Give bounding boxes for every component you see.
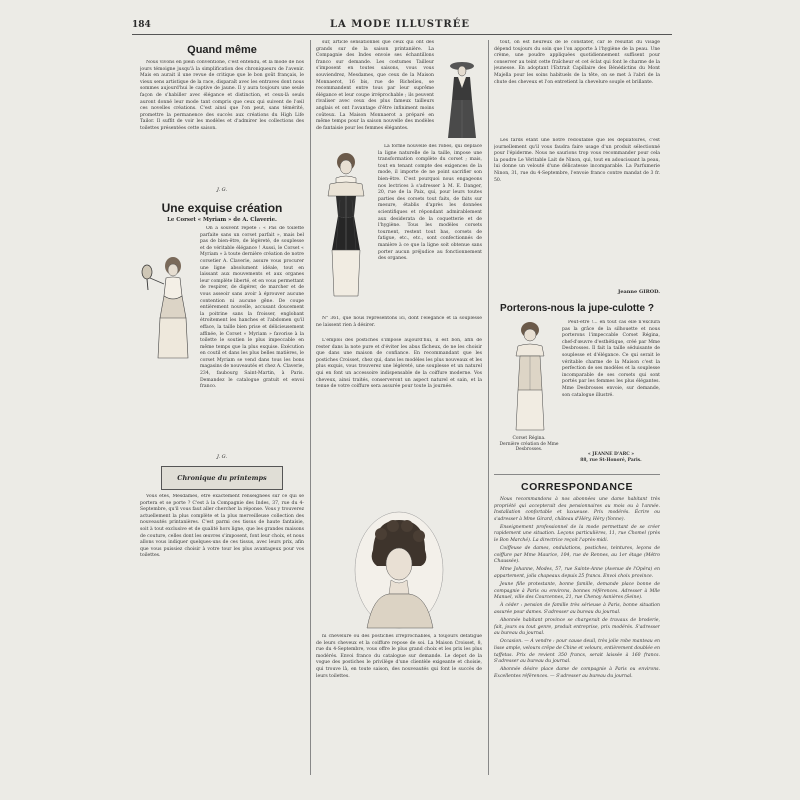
correspondance-list	[494, 497, 660, 680]
paragraph: ni chevelure ou des postiches irréprochables, à toujours défatigué de leurs cheveux et la coiffure repose de soi. La Maison Croisset, 8, rue du 4-Septembre, vous offre le plus grand choix et les prix les plus modérés. Envoi franco du catalogue sur demande. Le depot de la vogue des postiches le privilège d'une clientèle exigeante et choisie, qui trouve là, en toute saison, des nouveautés qui font le succès de leurs toilettes.	[316, 634, 482, 679]
paragraph: Peut-être !... en tout cas elle n'exclura pas la grâce de la silhouette et nous porterons l'impeccable Corset Régina, chef-d'œuvre d'esthétique, créé par Mme Desbrosses. Il fait la taille séduisante de souplesse et d'élégance. Ce qui serait le véritable charme de la Maison c'est la perfection de ses modèles et la souplesse incomparable de ses corsets qui sont portés par les femmes les plus élégantes. Mme Desbrosses envoie, sur demande, son catalogue illustré.	[562, 320, 660, 398]
corset-danger-section	[316, 144, 482, 314]
signature: J. G.	[216, 187, 228, 193]
article-body-chronique	[140, 494, 304, 744]
article-title-jupe-culotte: Porterons-nous la jupe-culotte ?	[500, 303, 654, 314]
column-rule-right	[488, 40, 489, 775]
column-3	[494, 40, 660, 775]
correspondance-item: Jeune fille protestante, bonne famille, demande place bonne de compagnie à Paris ou environs, bonnes références. Adresser à Mlle Manuel, ville des Courcennes, 21, rue Chenoy Asnières (Seine).	[494, 582, 660, 601]
signature: J. G.	[216, 454, 228, 460]
article-body-regina	[562, 320, 660, 470]
section-rule	[494, 474, 660, 475]
correspondance-item: Mme Johanne, Modes, 57, rue Sainte-Anne (Avenue de l'Opéra) en appartement, jolis chapeaux depuis 25 francs. Envoi choix province.	[494, 567, 660, 580]
paragraph: La forme nouvelle des robes, qui déplace la ligne naturelle de la taille, impose une transformation complète du corset ; mais, tout en tenant compte des exigences de la mode, il importe de ne point sacrifier son bien-être. C'est pourquoi nous engageons nos lectrices à s'adresser à M. E. Danger, 20, rue de la Paix, qui, pour leurs toutes parties des corsets tout faits, de faits sur mesure, établis d'après les données scientifiques et répondant admirablement aux desiderata de la coquetterie et de l'hygiène. Tous les modèles corsets tournent, restent tout bas, corsets de fatigue, etc., etc., sont confectionnés de manière à ce que la ligne soit obtenue sans porter aucun préjudice au fonctionnement des organes.	[378, 144, 482, 262]
paragraph: Vous êtes, Mesdames, être exactement renseignées sur ce qui se portera et se porte ? C'est à la Compagnie des Indes, 37, rue du 4-Septembre, qu'il vous faut aller chercher la réponse. Vous y trouverez actuellement la plus complète et la plus merveilleuse collection des nouveautés printanières. C'est parmi ces tissus de haute fantaisie, soit à tout exclusive et de qualité hors ligne, que les grandes maisons de couture, celles dont les œuvres s'imposent, font leur choix, et nous allons vous indiquer quelques-uns de ces tissus, avec leurs prix, afin que vous puissiez choisir à votre tour les plus avantageux pour vos toilettes.	[140, 494, 304, 559]
regina-section	[494, 320, 660, 470]
correspondance-item: Abonnée désire place dame de compagnie à Paris ou environs. Excellentes références. — S'adresser au bureau du journal.	[494, 667, 660, 679]
correspondance-item: Occasion. — A vendre : pour cause deuil, très jolie robe manteau en lisse ample, velours crêpe de Chine et velours, entièrement doublée en taffetas. Prix de revient 350 francs, serait laissée à 160 francs. S'adresser au bureau du journal.	[494, 639, 660, 665]
correspondance-item: Abonnée habitant province se chargerait de travaux de broderie, fait, jours ou tout genre, produit entreprise, prix modérés. S'adresser au bureau du journal.	[494, 618, 660, 637]
article-subtitle: Le Corset « Myriam » de A. Claverie.	[167, 217, 277, 223]
article-title-quand-meme: Quand même	[187, 44, 257, 56]
header-rule	[132, 34, 672, 35]
paragraph: tout, on est heureux de le constater, car le résultat du visage dépend toujours du soin que l'on apporte à l'hygiène de la peau. Une crème, une poudre appliquées quotidiennement suffisent pour conserver au teint cette fraîcheur et cet éclat qui font le charme de la jeunesse. En adoptant l'Extrait Capillaire des Bénédictins du Mont Majella pour les soins habituels de la tête, on se met à l'abri de la chute des cheveux et l'on entretient la chevelure souple et brillante.	[494, 40, 660, 85]
running-title: LA MODE ILLUSTRÉE	[330, 19, 470, 30]
correspondance-item: À céder : pension de famille très sérieuse à Paris, bonne situation assurée pour dames. S'adresser au bureau du journal.	[494, 603, 660, 615]
paragraph: Les fards étant une notre redoutable que les dépilatoires, c'est journellement qu'il vous faudra faire usage d'un produit sélectionné pour l'épiderme. Nous ne saurions trop vous recommander pour cela la poudre Le Véritable Lait de Ninon, qui, tout en adoucissant la peau, lui donne un velouté d'une délicatesse incomparable. La Parfumerie Ninon, 31, rue du 4-Septembre, l'envoie franco contre mandat de 3 fr. 50.	[494, 138, 660, 183]
article-body-beaute	[494, 40, 660, 136]
article-body-danger	[378, 144, 482, 314]
correspondance-item: Enseignement professionnel de la mode permettant de se créer rapidement une situation. Leçons particulières, 11, rue Chomel (près le Bon Marché). La directrice reçoit l'après-midi.	[494, 524, 660, 544]
article-body-postiches	[316, 338, 482, 506]
paragraph: On a souvent répété : « Pas de toilette parfaite sans un corset parfait », mais bel pas de bien-être, de légèreté, de souplesse et de véritable élégance ! Aussi, le Corset « Myriam » à toute dernière création de notre corsetier A. Claverie, assure vous procurer une ligne absolument idéale, tout en laissant aux mouvements et aux organes leur complète liberté, et en vous permettant de respirer, de digérer, de marcher et de vous asseoir sans avoir à éprouver aucune contention ni aucune gêne. De coupe entièrement nouvelle, accusant doucement la poitrine sans la froisser, englobant étroitement les hanches et l'abdomen qu'il efface, la taille bien prise et délicieusement affinée, le Corset « Myriam » favorise à la toilette le soutien le plus impeccable en même temps que la plus exquise. Exécution en coutil et dans les plus belles matières, le corset Myriam se vend dans tous les bons magasins de nouveautés et chez A. Claverie, 234, faubourg Saint-Martin, à Paris. Demandez le catalogue gratuit et envoi franco.	[200, 226, 304, 390]
coiffure-portrait-illustration	[353, 510, 445, 630]
caption-corset-361	[316, 316, 482, 334]
article-body-quand-meme	[140, 60, 304, 184]
woman-with-mirror-illustration	[140, 248, 198, 368]
article-body-tailleur	[316, 40, 434, 140]
chronique-banner: Chronique du printemps	[161, 466, 283, 490]
correspondance-item: Nous recommandons à nos abonnées une dame habitant très propriété qui accepterait des pensionnaires au mois ou à l'année. Installation confortable et luxueuse. Prix modérés. Écrire ou s'adresser à Mme Girard, château d'Héry, Héry (Yonne).	[494, 497, 660, 522]
correspondance-item: Coiffeuse de dames, ondulations, postiches, teintures, leçons de coiffure par Mme Maurice, 104, rue de Rennes, au 1er étage (Métro Chaussée).	[494, 546, 660, 565]
signature-jeanne-girod: Jeanne GIROD.	[618, 289, 660, 295]
paragraph: sur, article sensationnel que ceux qui ont des grands sur de la saison printanière. La Compagnie des Indes envoie ses échantillons franco sur demande. Les costumes Tailleur s'imposent en toutes saisons, vous vous souviendrez, Mesdames, que ceux de la Maison Monnaerot, 16 bis, rue de Richelieu, se recommandent entre tous par leur suprême élégance et leur coupe irréprochable ; ils peuvent rivaliser avec ceux des plus fameux tailleurs anglais et ont l'avantage d'être infiniment moins coûteux. La Maison Monnaerot a préparé en même temps pour la saison nouvelle des modèles de fantaisie pour les femmes élégantes.	[316, 40, 434, 131]
paragraph: Nous vivons en plein conventioné, c'est entendu, et la mode de nos jours témoigne jusqu'à la simplification des chroniqueurs de l'avenir. Mais en aurait il une revue de critique que le bon goût français, le vieux sens artistique de la race, disparaît avec les entraves dont nous sommes aujourd'hui le captive de jaune. Il y aura toujours une seule façon de s'habiller avec élégance et distinction, et ceux-là seuls auront donné leur mode tant compris que ceux qui suivent de l'œil ces novelles créations. C'est ainsi que l'on peut, sans témérité, promettre la permanence des succès aux créations du High Life Tailor. Il suffit de voir les modèles et d'admirer les collections des toilettes présentées cette saison.	[140, 60, 304, 131]
tailleur-section	[316, 40, 482, 140]
article-body-myriam	[200, 226, 304, 451]
article-title-correspondance: CORRESPONDANCE	[520, 481, 633, 493]
paragraph: L'emploi des postiches s'impose aujourd'hui, il est bon, afin de rester dans la note pure et d'éviter les abus fâcheux, de ne les choisir que dans une maison de confiance. En recommandant que les postiches Croisset, chez qui, dans les modèles les plus nouveaux et les plus exquis, vous trouverez une légèreté, une souplesse et un naturel qui en font un accessoire indispensable de la coiffure moderne. Vos cheveux, ainsi traités, conserveront un aspect naturel et sain, et la tenue de votre coiffure sera assurée pour toute la journée.	[316, 338, 482, 390]
article-body-croisset	[316, 634, 482, 754]
paragraph: N° 361, que nous représentons ici, dont l'élégance et la souplesse ne laissent rien à désirer.	[316, 316, 482, 328]
corset-myriam-section	[140, 226, 304, 451]
corset-figure-illustration	[316, 150, 376, 300]
column-2	[316, 40, 482, 775]
corset-regina-illustration	[502, 320, 558, 432]
woman-tailored-suit-illustration	[440, 60, 482, 140]
article-title-exquise-creation: Une exquise création	[161, 201, 283, 215]
column-1	[140, 40, 304, 775]
page-number: 184	[132, 20, 151, 30]
article-body-ninon	[494, 138, 660, 286]
column-rule-left	[310, 40, 311, 775]
caption-jeanne-darc-address: « JEANNE D'ARC » 88, rue St-Honoré, Paris.	[580, 452, 642, 463]
caption-corset-regina: Corset Régina. Dernière création de Mme Desbrosses.	[499, 436, 559, 453]
